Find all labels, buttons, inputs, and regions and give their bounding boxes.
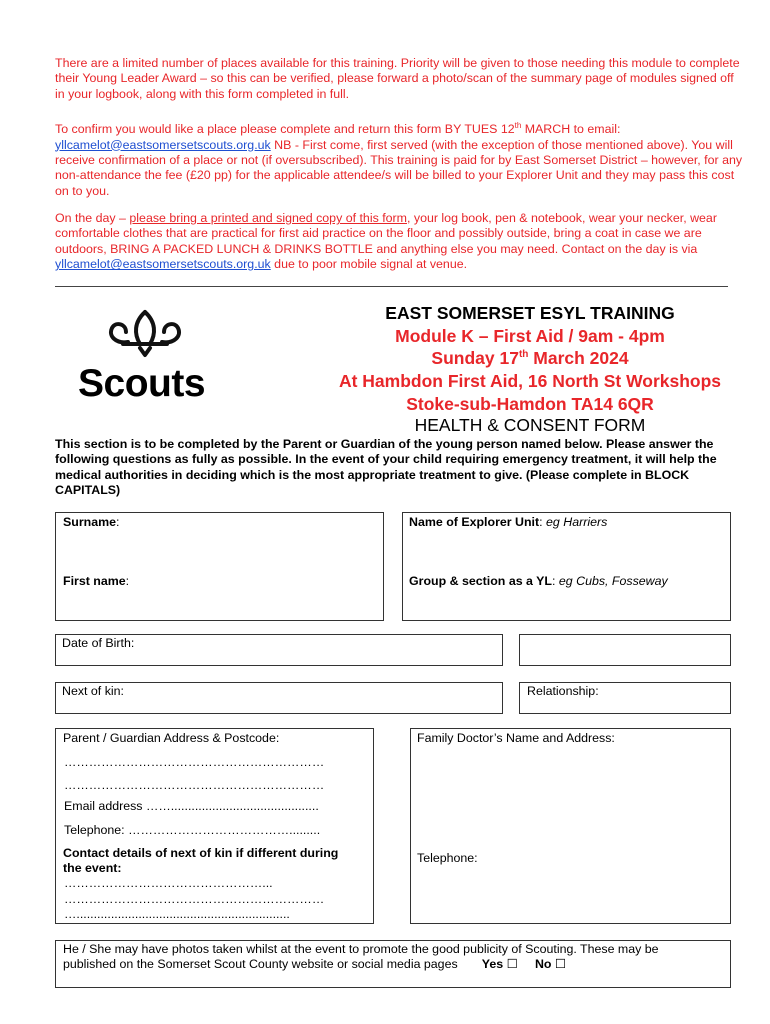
day-text-underlined: please bring a printed and signed copy of this form [129,211,407,225]
relationship-field[interactable] [519,682,731,714]
yes-label: Yes [481,957,504,972]
first-name-label: First name: [63,574,130,588]
dob-label: Date of Birth: [62,636,135,650]
email-link[interactable]: yllcamelot@eastsomersetscouts.org.uk [55,137,271,152]
first-name-text: First name [63,574,126,588]
module-title: Module K – First Aid / 9am - 4pm [395,326,665,346]
fleur-de-lis-icon [78,308,213,364]
event-place: Stoke-sub-Hamdon TA14 6QR [406,394,654,414]
intro-notice [55,56,745,102]
unit-box[interactable] [402,512,731,621]
day-text-b: , your log book, pen & notebook, wear your necker, wear comfortable clothes that are practical for first aid practice on the floor and possibly outside, bring a coat in case we are outdoors, BRING A PACKED LUNCH & DRINKS BOTTLE and anything else you may need. Contact on the day is via [55,211,717,256]
contact-label: Contact details of next of kin if different during the event: [63,846,339,875]
contact-line-2: ……………………………………………………… [64,892,325,906]
date-text-a: Sunday 17 [431,348,519,368]
photo-consent-text [63,942,713,973]
divider-line [55,286,728,287]
confirm-text-c: NB - First come, first served (with the exception of those mentioned above). You will receive confirmation of a place or not (if oversubscribed). This training is paid for by East Somerset District – however, for any non-attendance the fee (£20 pp) for the applicable attendee/s will be billed to your Explorer Unit and they may pass this cost on to you. [55,137,743,198]
doctor-telephone-label: Telephone: [417,851,478,865]
dob-extra-field[interactable] [519,634,731,666]
date-text-b: March 2024 [528,348,629,368]
doctor-label: Family Doctor’s Name and Address: [417,731,615,745]
intro-confirm [55,118,745,199]
training-title: EAST SOMERSET ESYL TRAINING [385,303,675,323]
confirm-text-b: MARCH to email: [521,122,621,137]
form-title: HEALTH & CONSENT FORM [414,415,646,435]
next-of-kin-field[interactable] [55,682,503,714]
doctor-box[interactable] [410,728,731,924]
group-label-text: Group & section as a YL [409,574,552,588]
confirm-sup: th [514,121,522,130]
intro-on-the-day [55,211,745,273]
photo-consent-statement: He / She may have photos taken whilst at the event to promote the good publicity of Scouting. These may be published on the Somerset Scout County website or social media pages [63,942,659,972]
confirm-text-a: To confirm you would like a place please complete and return this form BY TUES 12 [55,122,515,137]
scouts-wordmark: Scouts [78,362,206,405]
name-box[interactable] [55,512,384,621]
form-instructions: This section is to be completed by the Parent or Guardian of the young person named below. Please answer the following questions as fully as possible. In the event of your child requiring emergency treatment, it will help the medical authorities in deciding which is the most appropriate treatment to give. (Please complete in BLOCK CAPITALS) [55,437,717,498]
surname-label: Surname: [63,515,120,529]
address-line-1: ……………………………………………………… [64,755,325,769]
unit-label: Name of Explorer Unit: eg Harriers [409,515,608,529]
intro-paragraph-day [55,211,745,273]
event-date [270,348,770,369]
address-box[interactable] [55,728,374,924]
no-checkbox[interactable]: ☐ [554,957,567,972]
contact-email-link[interactable]: yllcamelot@eastsomersetscouts.org.uk [55,257,271,272]
telephone-line: Telephone: …………………………………......... [64,823,321,837]
contact-line-1: …………………………………………... [64,876,273,890]
group-label: Group & section as a YL: eg Cubs, Fosseway [409,574,668,588]
email-line: Email address ……........................................... [64,799,319,813]
photo-consent-box [55,940,731,988]
yes-checkbox[interactable]: ☐ [506,957,518,972]
unit-example: eg Harriers [542,515,608,529]
group-example: eg Cubs, Fosseway [555,574,668,588]
address-line-2: ……………………………………………………… [64,778,325,792]
address-label: Parent / Guardian Address & Postcode: [63,731,280,745]
day-text-a: On the day – [55,211,130,225]
date-sup: th [518,349,529,361]
intro-paragraph-confirm [55,118,745,199]
next-of-kin-label: Next of kin: [62,684,124,698]
intro-paragraph-priority: There are a limited number of places available for this training. Priority will be given to those needing this module to complete their Young Leader Award – so this can be verified, please forward a photo/scan of the summary page of modules signed off in your logbook, along with this form completed in full. [55,56,740,101]
dob-field[interactable] [55,634,503,666]
relationship-label: Relationship: [527,684,599,698]
unit-label-text: Name of Explorer Unit [409,515,540,529]
surname-text: Surname [63,515,117,529]
no-label: No [534,957,552,972]
contact-line-3: ….............................................................. [64,907,290,921]
scouts-logo [78,308,213,408]
day-text-c: due to poor mobile signal at venue. [270,257,468,272]
event-venue: At Hambdon First Aid, 16 North St Workshops [338,371,722,391]
